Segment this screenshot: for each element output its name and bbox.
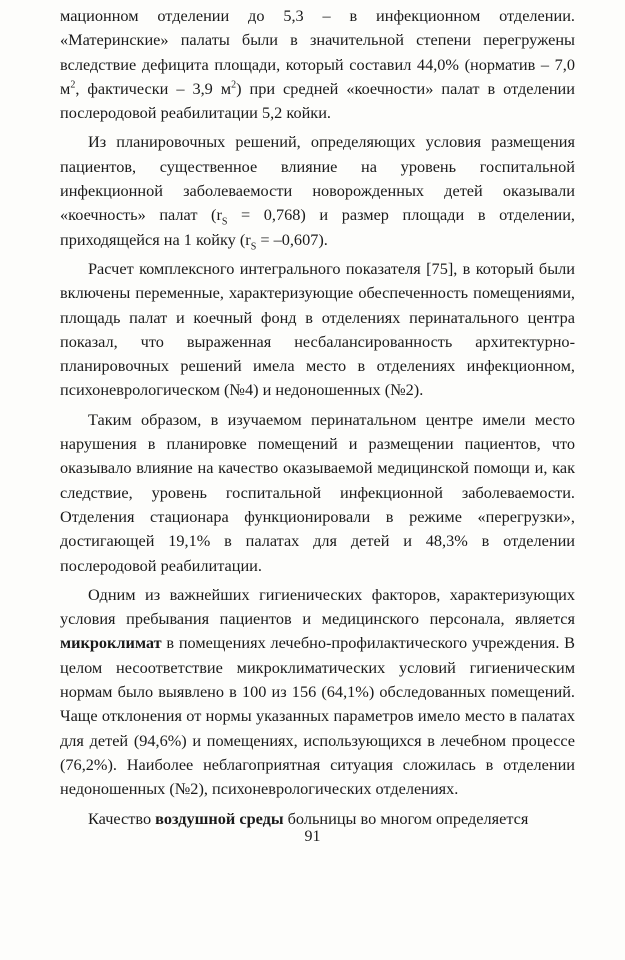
text-run: Из планировочных решений, определяющих условия размещения пациентов, существенное влияние на уровень госпитальной инфекционной заболеваемости новорожденных детей оказывали «коечность» палат (r (60, 132, 575, 225)
text-run: Качество (88, 808, 156, 828)
paragraph-5 (60, 583, 575, 802)
subscript: S (250, 240, 257, 252)
text-run: , фактически – 3,9 м (75, 78, 232, 98)
text-run: мационном отделении до 5,3 – в инфекционном отделении. «Материнские» палаты были в значительной степени перегружены вследствие дефицита площади, который составил 44,0% (норматив – 7,0 м (60, 6, 575, 98)
paragraph-1 (60, 4, 575, 125)
text-run: Одним из важнейших гигиенических факторов, характеризующих условия пребывания пациентов и медицинского персонала, является (60, 584, 575, 629)
text-run: ) при средней «коечности» палат в отделении послеродовой реабилитации 5,2 койки. (60, 78, 575, 123)
superscript: 2 (70, 79, 76, 91)
bold-term: микроклимат (60, 633, 162, 653)
page-number: 91 (304, 828, 321, 845)
text-run: Таким образом, в изучаемом перинатальном центре имели место нарушения в планировке помещений и размещении пациентов, что оказывало влияние на качество оказываемой медицинской помощи и, как следствие, уровень госпитальной инфекционной заболеваемости. Отделения стационара функционировали в режиме «перегрузки», достигающей 19,1% в палатах для детей и 48,3% в отделении послеродовой реабилитации. (60, 409, 575, 575)
superscript: 2 (231, 79, 237, 91)
paragraph-3 (60, 257, 575, 403)
page-body (60, 4, 575, 836)
text-run: Расчет комплексного интегрального показателя [75], в который были включены переменные, характеризующие обеспеченность помещениями, площадь палат и коечный фонд в отделениях перинатального центра показал, что выраженная несбалансированность архитектурно-планировочных решений имела место в отделениях инфекционном, психоневрологическом (№4) и недоношенных (№2). (60, 258, 575, 400)
text-run: в помещениях лечебно-профилактического учреждения. В целом несоответствие микроклиматических условий гигиеническим нормам было выявлено в 100 из 156 (64,1%) обследованных помещений. Чаще отклонения от нормы указанных параметров имело место в палатах для детей (94,6%) и помещениях, использующихся в лечебном процессе (76,2%). Наиболее неблагоприятная ситуация сложилась в отделении недоношенных (№2), психоневрологических отделениях. (60, 633, 575, 799)
text-run: = 0,768) и размер площади в отделении, приходящейся на 1 койку (r (60, 205, 575, 249)
paragraph-2 (60, 130, 575, 251)
bold-term: воздушной среды (155, 808, 284, 828)
paragraph-4 (60, 408, 575, 578)
text-run: = –0,607). (256, 229, 328, 249)
subscript: S (221, 216, 228, 228)
text-run: больницы во многом определяется (283, 808, 529, 828)
